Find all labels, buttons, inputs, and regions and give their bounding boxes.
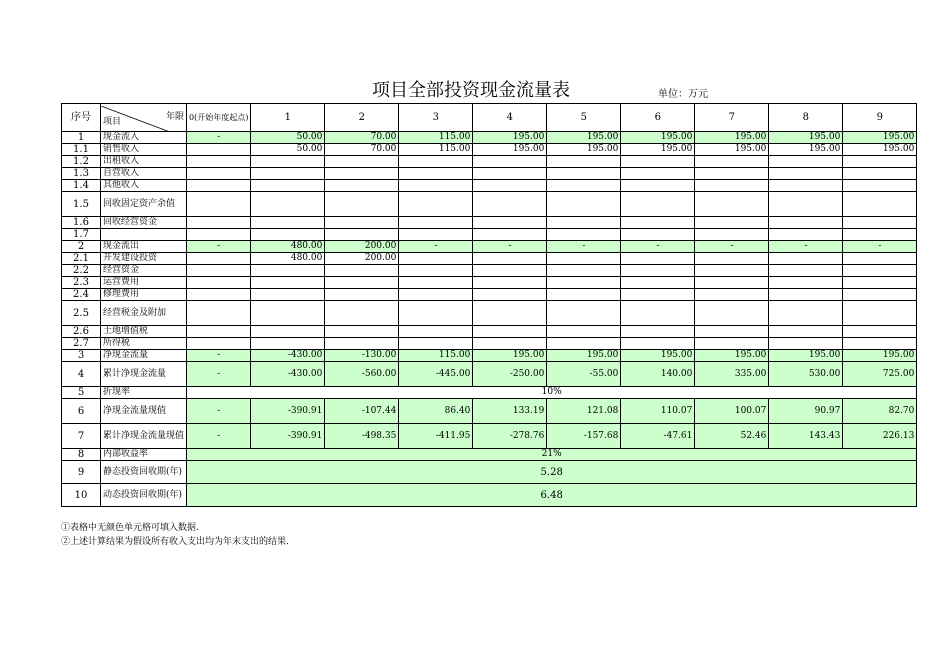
table-row bbox=[62, 217, 917, 229]
value-cell: - bbox=[843, 241, 917, 253]
row-label: 现金流入 bbox=[101, 132, 187, 144]
value-cell: - bbox=[695, 241, 769, 253]
value-cell[interactable] bbox=[695, 229, 769, 241]
sheet-title: 项目全部投资现金流量表 bbox=[372, 80, 570, 101]
value-cell: 195.00 bbox=[695, 132, 769, 144]
year0-cell[interactable] bbox=[187, 156, 251, 168]
unit-label: 单位：万元 bbox=[658, 89, 708, 100]
value-cell[interactable] bbox=[695, 253, 769, 265]
value-cell[interactable] bbox=[473, 229, 547, 241]
value-cell[interactable] bbox=[621, 156, 695, 168]
value-cell: -250.00 bbox=[473, 362, 547, 387]
value-cell: 70.00 bbox=[325, 132, 399, 144]
value-cell[interactable] bbox=[621, 326, 695, 338]
row-label: 修理费用 bbox=[101, 289, 187, 301]
value-cell[interactable] bbox=[251, 338, 325, 350]
row-number: 1.6 bbox=[62, 217, 101, 229]
row-number: 2.7 bbox=[62, 338, 101, 350]
value-cell[interactable] bbox=[251, 289, 325, 301]
value-cell: -390.91 bbox=[251, 399, 325, 424]
year0-cell: - bbox=[187, 424, 251, 449]
value-cell[interactable] bbox=[473, 180, 547, 192]
table-row bbox=[62, 241, 917, 253]
value-cell: -411.95 bbox=[399, 424, 473, 449]
value-cell[interactable] bbox=[325, 156, 399, 168]
year0-cell[interactable] bbox=[187, 301, 251, 326]
value-cell[interactable]: 195.00 bbox=[843, 144, 917, 156]
value-cell[interactable] bbox=[473, 156, 547, 168]
value-cell[interactable] bbox=[251, 168, 325, 180]
year0-cell[interactable] bbox=[187, 229, 251, 241]
value-cell[interactable] bbox=[325, 277, 399, 289]
row-label: 回收经营资金 bbox=[101, 217, 187, 229]
value-cell[interactable] bbox=[547, 326, 621, 338]
row-label: 累计净现金流量现值 bbox=[101, 424, 187, 449]
value-cell[interactable] bbox=[473, 217, 547, 229]
value-cell[interactable]: 195.00 bbox=[621, 144, 695, 156]
value-cell[interactable] bbox=[251, 277, 325, 289]
value-cell[interactable] bbox=[325, 168, 399, 180]
value-cell: 115.00 bbox=[399, 132, 473, 144]
value-cell[interactable] bbox=[325, 229, 399, 241]
value-cell: -498.35 bbox=[325, 424, 399, 449]
value-cell[interactable] bbox=[621, 192, 695, 217]
value-cell: 133.19 bbox=[473, 399, 547, 424]
dynamic-payback-row bbox=[62, 484, 917, 507]
value-cell: -107.44 bbox=[325, 399, 399, 424]
value-cell: 226.13 bbox=[843, 424, 917, 449]
row-label: 开发建设投资 bbox=[101, 253, 187, 265]
value-cell: 195.00 bbox=[769, 350, 843, 362]
value-cell[interactable] bbox=[843, 217, 917, 229]
value-cell: 52.46 bbox=[695, 424, 769, 449]
value-cell: 195.00 bbox=[621, 350, 695, 362]
value-cell: -390.91 bbox=[251, 424, 325, 449]
value-cell[interactable] bbox=[843, 180, 917, 192]
value-cell[interactable] bbox=[473, 265, 547, 277]
year0-cell: - bbox=[187, 399, 251, 424]
value-cell[interactable] bbox=[769, 265, 843, 277]
value-cell[interactable] bbox=[399, 229, 473, 241]
discount-rate-row bbox=[62, 387, 917, 399]
table-row bbox=[62, 132, 917, 144]
row-number: 2 bbox=[62, 241, 101, 253]
value-cell: 115.00 bbox=[399, 350, 473, 362]
year-header-2: 2 bbox=[325, 104, 399, 132]
value-cell[interactable] bbox=[473, 338, 547, 350]
row-number: 6 bbox=[62, 399, 101, 424]
row-number: 2.4 bbox=[62, 289, 101, 301]
year0-cell[interactable] bbox=[187, 192, 251, 217]
value-cell[interactable] bbox=[251, 156, 325, 168]
table-row bbox=[62, 180, 917, 192]
row-label: 出租收入 bbox=[101, 156, 187, 168]
value-cell: -445.00 bbox=[399, 362, 473, 387]
value-cell[interactable] bbox=[547, 156, 621, 168]
value-cell[interactable] bbox=[473, 326, 547, 338]
table-row bbox=[62, 192, 917, 217]
value-cell: -130.00 bbox=[325, 350, 399, 362]
value-cell: 530.00 bbox=[769, 362, 843, 387]
value-cell[interactable] bbox=[547, 338, 621, 350]
value-cell: 195.00 bbox=[695, 350, 769, 362]
value-cell[interactable]: 195.00 bbox=[769, 144, 843, 156]
value-cell: 110.07 bbox=[621, 399, 695, 424]
value-cell[interactable] bbox=[843, 156, 917, 168]
value-cell[interactable] bbox=[399, 277, 473, 289]
value-cell[interactable] bbox=[399, 168, 473, 180]
table-row bbox=[62, 229, 917, 241]
row-label: 经营资金 bbox=[101, 265, 187, 277]
cash-flow-table bbox=[61, 103, 917, 507]
table-row bbox=[62, 399, 917, 424]
row-label: 运营费用 bbox=[101, 277, 187, 289]
value-cell[interactable] bbox=[325, 301, 399, 326]
value-cell[interactable] bbox=[769, 326, 843, 338]
row-number: 2.3 bbox=[62, 277, 101, 289]
year0-header: 0(开始年度起点) bbox=[187, 104, 251, 132]
row-number: 4 bbox=[62, 362, 101, 387]
value-cell[interactable] bbox=[399, 192, 473, 217]
value-cell[interactable] bbox=[473, 289, 547, 301]
row-number: 9 bbox=[62, 461, 101, 484]
value-cell[interactable] bbox=[769, 192, 843, 217]
year-header-label: 年限 bbox=[166, 111, 185, 122]
table-row bbox=[62, 265, 917, 277]
value-cell: 143.43 bbox=[769, 424, 843, 449]
value-cell[interactable] bbox=[473, 192, 547, 217]
note-1: ①表格中无颜色单元格可填入数据. bbox=[61, 523, 199, 533]
value-cell[interactable] bbox=[695, 338, 769, 350]
value-cell[interactable] bbox=[399, 180, 473, 192]
year0-cell: - bbox=[187, 241, 251, 253]
value-cell[interactable] bbox=[843, 277, 917, 289]
year0-cell[interactable] bbox=[187, 217, 251, 229]
row-number: 7 bbox=[62, 424, 101, 449]
value-cell: - bbox=[473, 241, 547, 253]
value-cell[interactable] bbox=[399, 156, 473, 168]
value-cell[interactable] bbox=[695, 289, 769, 301]
year0-cell: - bbox=[187, 132, 251, 144]
table-row bbox=[62, 277, 917, 289]
year0-cell[interactable] bbox=[187, 265, 251, 277]
year0-cell[interactable] bbox=[187, 253, 251, 265]
year-header-7: 7 bbox=[695, 104, 769, 132]
value-cell: 195.00 bbox=[547, 132, 621, 144]
value-cell[interactable] bbox=[769, 289, 843, 301]
row-label: 土地增值税 bbox=[101, 326, 187, 338]
value-cell[interactable] bbox=[473, 301, 547, 326]
value-cell: 121.08 bbox=[547, 399, 621, 424]
table-row bbox=[62, 144, 917, 156]
row-number: 2.5 bbox=[62, 301, 101, 326]
value-cell[interactable] bbox=[547, 289, 621, 301]
table-row bbox=[62, 362, 917, 387]
value-cell[interactable] bbox=[547, 192, 621, 217]
value-cell[interactable] bbox=[547, 265, 621, 277]
value-cell[interactable]: 200.00 bbox=[325, 253, 399, 265]
row-number: 1.1 bbox=[62, 144, 101, 156]
value-cell: 86.40 bbox=[399, 399, 473, 424]
value-cell[interactable] bbox=[251, 192, 325, 217]
table-row bbox=[62, 338, 917, 350]
value-cell: 480.00 bbox=[251, 241, 325, 253]
year-header-9: 9 bbox=[843, 104, 917, 132]
year-header-3: 3 bbox=[399, 104, 473, 132]
year-header-5: 5 bbox=[547, 104, 621, 132]
irr-value: 21% bbox=[187, 449, 917, 461]
row-label bbox=[101, 229, 187, 241]
year0-cell[interactable] bbox=[187, 180, 251, 192]
value-cell[interactable] bbox=[843, 301, 917, 326]
value-cell: 90.97 bbox=[769, 399, 843, 424]
value-cell[interactable] bbox=[695, 156, 769, 168]
value-cell[interactable] bbox=[621, 301, 695, 326]
value-cell[interactable] bbox=[399, 217, 473, 229]
value-cell: 140.00 bbox=[621, 362, 695, 387]
value-cell[interactable] bbox=[251, 180, 325, 192]
value-cell[interactable]: 195.00 bbox=[547, 144, 621, 156]
value-cell[interactable] bbox=[621, 229, 695, 241]
value-cell[interactable] bbox=[843, 326, 917, 338]
value-cell: -430.00 bbox=[251, 362, 325, 387]
value-cell[interactable] bbox=[251, 301, 325, 326]
value-cell[interactable] bbox=[325, 192, 399, 217]
value-cell[interactable] bbox=[843, 265, 917, 277]
value-cell[interactable] bbox=[325, 265, 399, 277]
value-cell: 195.00 bbox=[843, 350, 917, 362]
value-cell: 195.00 bbox=[547, 350, 621, 362]
year0-cell[interactable] bbox=[187, 338, 251, 350]
value-cell[interactable] bbox=[473, 253, 547, 265]
value-cell[interactable] bbox=[621, 217, 695, 229]
value-cell[interactable] bbox=[769, 229, 843, 241]
value-cell[interactable]: 195.00 bbox=[473, 144, 547, 156]
value-cell[interactable] bbox=[843, 192, 917, 217]
year-header-8: 8 bbox=[769, 104, 843, 132]
seq-header: 序号 bbox=[62, 104, 101, 132]
row-label: 静态投资回收期(年) bbox=[101, 461, 187, 484]
table-row bbox=[62, 289, 917, 301]
row-label: 现金流出 bbox=[101, 241, 187, 253]
dynamic-payback-value: 6.48 bbox=[187, 484, 917, 507]
item-year-header bbox=[101, 104, 187, 132]
value-cell[interactable] bbox=[843, 338, 917, 350]
value-cell[interactable] bbox=[251, 326, 325, 338]
value-cell[interactable] bbox=[843, 168, 917, 180]
value-cell[interactable] bbox=[399, 265, 473, 277]
value-cell: -560.00 bbox=[325, 362, 399, 387]
row-label: 内部收益率 bbox=[101, 449, 187, 461]
row-label: 回收固定资产余值 bbox=[101, 192, 187, 217]
value-cell[interactable] bbox=[547, 277, 621, 289]
table-row bbox=[62, 168, 917, 180]
value-cell[interactable]: 70.00 bbox=[325, 144, 399, 156]
value-cell[interactable] bbox=[621, 338, 695, 350]
value-cell[interactable] bbox=[695, 277, 769, 289]
value-cell[interactable] bbox=[251, 265, 325, 277]
value-cell[interactable] bbox=[769, 168, 843, 180]
value-cell[interactable] bbox=[769, 156, 843, 168]
value-cell[interactable] bbox=[399, 326, 473, 338]
value-cell[interactable] bbox=[621, 277, 695, 289]
value-cell[interactable] bbox=[325, 326, 399, 338]
year-header-6: 6 bbox=[621, 104, 695, 132]
year0-cell[interactable] bbox=[187, 277, 251, 289]
value-cell[interactable] bbox=[325, 180, 399, 192]
value-cell[interactable] bbox=[769, 277, 843, 289]
table-row bbox=[62, 350, 917, 362]
value-cell[interactable] bbox=[769, 217, 843, 229]
value-cell[interactable] bbox=[843, 289, 917, 301]
value-cell: 725.00 bbox=[843, 362, 917, 387]
header-row bbox=[62, 104, 917, 132]
value-cell: 50.00 bbox=[251, 132, 325, 144]
year-header-1: 1 bbox=[251, 104, 325, 132]
value-cell[interactable] bbox=[547, 301, 621, 326]
row-number: 2.1 bbox=[62, 253, 101, 265]
value-cell[interactable] bbox=[473, 168, 547, 180]
value-cell: - bbox=[769, 241, 843, 253]
value-cell[interactable] bbox=[843, 229, 917, 241]
value-cell[interactable] bbox=[621, 180, 695, 192]
value-cell[interactable] bbox=[695, 192, 769, 217]
value-cell[interactable] bbox=[621, 253, 695, 265]
row-label: 经营税金及附加 bbox=[101, 301, 187, 326]
value-cell: - bbox=[399, 241, 473, 253]
row-number: 1.3 bbox=[62, 168, 101, 180]
value-cell[interactable] bbox=[325, 338, 399, 350]
value-cell[interactable] bbox=[547, 180, 621, 192]
item-header-label: 项目 bbox=[103, 116, 122, 127]
value-cell: 100.07 bbox=[695, 399, 769, 424]
discount-rate-value[interactable]: 10% bbox=[187, 387, 917, 399]
value-cell[interactable] bbox=[769, 301, 843, 326]
value-cell[interactable] bbox=[695, 326, 769, 338]
value-cell: 335.00 bbox=[695, 362, 769, 387]
row-number: 2.2 bbox=[62, 265, 101, 277]
value-cell[interactable] bbox=[843, 253, 917, 265]
row-label: 其他收入 bbox=[101, 180, 187, 192]
year0-cell[interactable] bbox=[187, 326, 251, 338]
value-cell[interactable]: 115.00 bbox=[399, 144, 473, 156]
value-cell: 195.00 bbox=[473, 132, 547, 144]
value-cell: 195.00 bbox=[843, 132, 917, 144]
value-cell[interactable] bbox=[399, 253, 473, 265]
row-number: 10 bbox=[62, 484, 101, 507]
row-number: 5 bbox=[62, 387, 101, 399]
row-number: 1 bbox=[62, 132, 101, 144]
row-label: 累计净现金流量 bbox=[101, 362, 187, 387]
row-number: 1.4 bbox=[62, 180, 101, 192]
value-cell[interactable] bbox=[547, 217, 621, 229]
row-label: 自营收入 bbox=[101, 168, 187, 180]
value-cell[interactable] bbox=[547, 168, 621, 180]
value-cell[interactable] bbox=[473, 277, 547, 289]
row-label: 净现金流量 bbox=[101, 350, 187, 362]
value-cell[interactable] bbox=[399, 338, 473, 350]
value-cell: 195.00 bbox=[621, 132, 695, 144]
value-cell[interactable] bbox=[695, 168, 769, 180]
table-row bbox=[62, 156, 917, 168]
value-cell: -430.00 bbox=[251, 350, 325, 362]
static-payback-value: 5.28 bbox=[187, 461, 917, 484]
value-cell: -55.00 bbox=[547, 362, 621, 387]
row-number: 3 bbox=[62, 350, 101, 362]
value-cell: 200.00 bbox=[325, 241, 399, 253]
table-row bbox=[62, 424, 917, 449]
value-cell[interactable] bbox=[547, 229, 621, 241]
value-cell[interactable] bbox=[621, 168, 695, 180]
value-cell[interactable] bbox=[251, 229, 325, 241]
value-cell: - bbox=[547, 241, 621, 253]
note-2: ②上述计算结果为假设所有收入支出均为年末支出的结果. bbox=[61, 537, 289, 547]
row-number: 1.5 bbox=[62, 192, 101, 217]
static-payback-row bbox=[62, 461, 917, 484]
value-cell: -157.68 bbox=[547, 424, 621, 449]
value-cell[interactable]: 195.00 bbox=[695, 144, 769, 156]
value-cell[interactable] bbox=[769, 180, 843, 192]
table-row bbox=[62, 301, 917, 326]
value-cell: 195.00 bbox=[769, 132, 843, 144]
year0-cell: - bbox=[187, 362, 251, 387]
year-header-4: 4 bbox=[473, 104, 547, 132]
value-cell[interactable] bbox=[251, 217, 325, 229]
value-cell[interactable] bbox=[769, 338, 843, 350]
value-cell[interactable] bbox=[399, 289, 473, 301]
value-cell[interactable]: 480.00 bbox=[251, 253, 325, 265]
row-number: 2.6 bbox=[62, 326, 101, 338]
value-cell[interactable] bbox=[769, 253, 843, 265]
year0-cell: - bbox=[187, 350, 251, 362]
irr-row bbox=[62, 449, 917, 461]
year0-cell[interactable] bbox=[187, 289, 251, 301]
year0-cell[interactable] bbox=[187, 144, 251, 156]
value-cell[interactable] bbox=[325, 289, 399, 301]
value-cell[interactable] bbox=[621, 289, 695, 301]
value-cell[interactable] bbox=[695, 217, 769, 229]
row-number: 1.7 bbox=[62, 229, 101, 241]
row-label: 销售收入 bbox=[101, 144, 187, 156]
row-label: 动态投资回收期(年) bbox=[101, 484, 187, 507]
value-cell: -278.76 bbox=[473, 424, 547, 449]
row-label: 折现率 bbox=[101, 387, 187, 399]
notes bbox=[61, 521, 289, 549]
value-cell: 82.70 bbox=[843, 399, 917, 424]
value-cell[interactable] bbox=[547, 253, 621, 265]
row-number: 8 bbox=[62, 449, 101, 461]
value-cell: 195.00 bbox=[473, 350, 547, 362]
row-label: 所得税 bbox=[101, 338, 187, 350]
value-cell[interactable] bbox=[621, 265, 695, 277]
row-label: 净现金流量现值 bbox=[101, 399, 187, 424]
value-cell: - bbox=[621, 241, 695, 253]
value-cell[interactable] bbox=[695, 265, 769, 277]
table-row bbox=[62, 253, 917, 265]
table-row bbox=[62, 326, 917, 338]
value-cell[interactable] bbox=[695, 301, 769, 326]
year0-cell[interactable] bbox=[187, 168, 251, 180]
value-cell[interactable]: 50.00 bbox=[251, 144, 325, 156]
value-cell: -47.61 bbox=[621, 424, 695, 449]
value-cell[interactable] bbox=[325, 217, 399, 229]
row-number: 1.2 bbox=[62, 156, 101, 168]
value-cell[interactable] bbox=[695, 180, 769, 192]
value-cell[interactable] bbox=[399, 301, 473, 326]
